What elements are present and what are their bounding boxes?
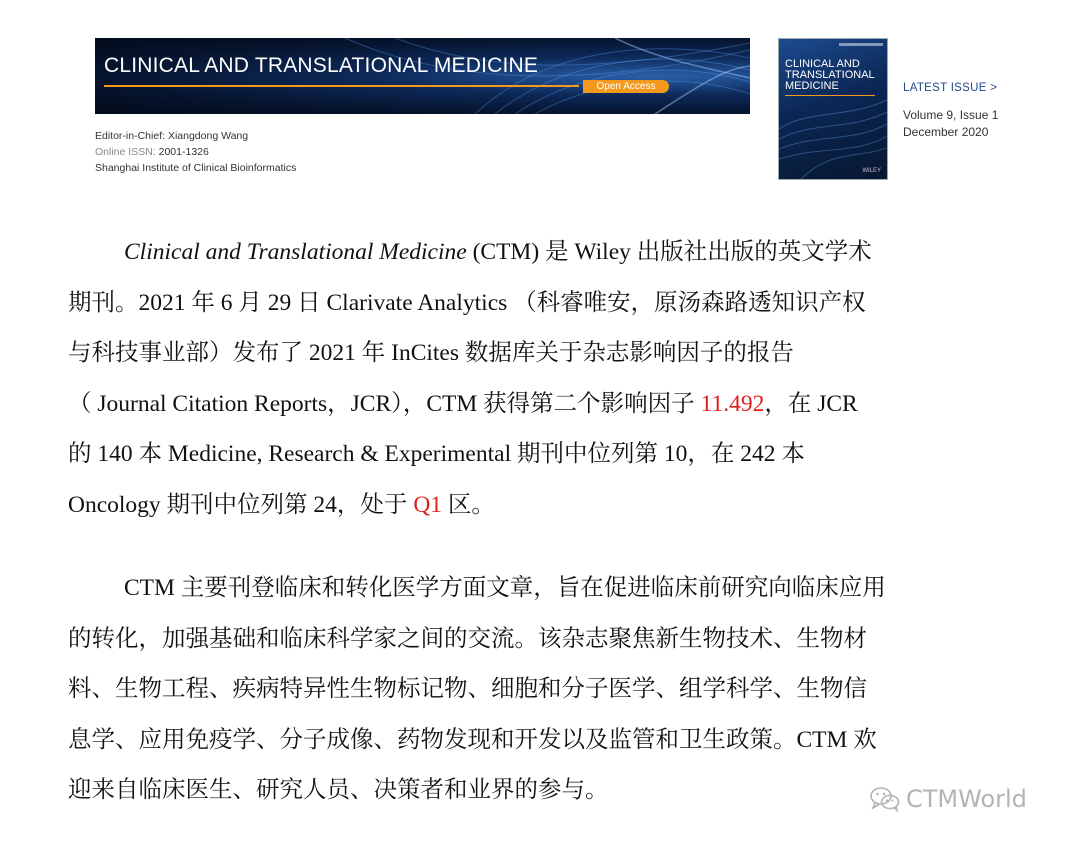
intro-line-3: 与科技事业部）发布了 2021 年 InCites 数据库关于杂志影响因子的报告 bbox=[68, 340, 794, 366]
issue-date: December 2020 bbox=[903, 125, 989, 139]
issue-volume: Volume 9, Issue 1 bbox=[903, 108, 999, 122]
intro-line-5: 的 140 本 Medicine, Research & Experimental 期刊中位列第 10，在 242 本 bbox=[68, 441, 805, 467]
scope-line-5: 迎来自临床医生、研究人员、决策者和业界的参与。 bbox=[68, 777, 609, 803]
intro-paragraph bbox=[68, 227, 1028, 530]
scope-line-1: CTM 主要刊登临床和转化医学方面文章，旨在促进临床前研究向临床应用 bbox=[124, 575, 886, 601]
intro-line-6 bbox=[68, 480, 1028, 531]
intro-line-4-pre: （ Journal Citation Reports，JCR），CTM 获得第二个影响因子 bbox=[68, 390, 701, 417]
intro-line-1 bbox=[68, 227, 1028, 278]
journal-title: CLINICAL AND TRANSLATIONAL MEDICINE bbox=[104, 54, 539, 77]
wechat-icon bbox=[870, 786, 900, 812]
cover-divider bbox=[785, 95, 875, 96]
issn-label: Online ISSN: bbox=[95, 146, 156, 158]
journal-banner bbox=[95, 38, 750, 114]
banner-divider bbox=[104, 85, 579, 87]
scope-line-2: 的转化，加强基础和临床科学家之间的交流。该杂志聚焦新生物技术、生物材 bbox=[68, 625, 867, 652]
intro-line-4-post: ，在 JCR bbox=[764, 390, 858, 417]
scope-line-4: 息学、应用免疫学、分子成像、药物发现和开发以及监管和卫生政策。CTM 欢 bbox=[68, 726, 877, 753]
scope-line-3: 料、生物工程、疾病特异性生物标记物、细胞和分子医学、组学科学、生物信 bbox=[68, 676, 867, 702]
open-access-badge: Open Access bbox=[583, 80, 669, 93]
latest-issue-panel bbox=[903, 80, 998, 141]
journal-meta bbox=[95, 128, 296, 176]
intro-line-6-post: 区。 bbox=[442, 491, 495, 518]
intro-line-4 bbox=[68, 379, 1028, 430]
watermark-text: CTMWorld bbox=[906, 785, 1027, 813]
editor-in-chief: Editor-in-Chief: Xiangdong Wang bbox=[95, 130, 249, 142]
journal-name-italic: Clinical and Translational Medicine bbox=[124, 239, 467, 265]
publisher-name: Shanghai Institute of Clinical Bioinformatics bbox=[95, 162, 297, 174]
wechat-watermark bbox=[870, 784, 1027, 814]
issn-value: 2001-1326 bbox=[158, 146, 209, 158]
intro-line-1-text: (CTM) 是 Wiley 出版社出版的英文学术 bbox=[466, 239, 872, 265]
journal-cover[interactable] bbox=[778, 38, 888, 180]
issn-line bbox=[95, 144, 296, 160]
cover-brand: WILEY bbox=[862, 168, 881, 174]
cover-title: CLINICAL AND TRANSLATIONAL MEDICINE bbox=[785, 58, 875, 92]
scope-paragraph bbox=[68, 563, 1028, 816]
intro-line-6-pre: Oncology 期刊中位列第 24，处于 bbox=[68, 491, 414, 518]
quartile-value: Q1 bbox=[413, 491, 443, 518]
impact-factor-value: 11.492 bbox=[700, 390, 765, 417]
latest-issue-link[interactable]: LATEST ISSUE > bbox=[903, 82, 998, 94]
intro-line-2: 期刊。2021 年 6 月 29 日 Clarivate Analytics （科睿唯安，原汤森路透知识产权 bbox=[68, 289, 866, 316]
